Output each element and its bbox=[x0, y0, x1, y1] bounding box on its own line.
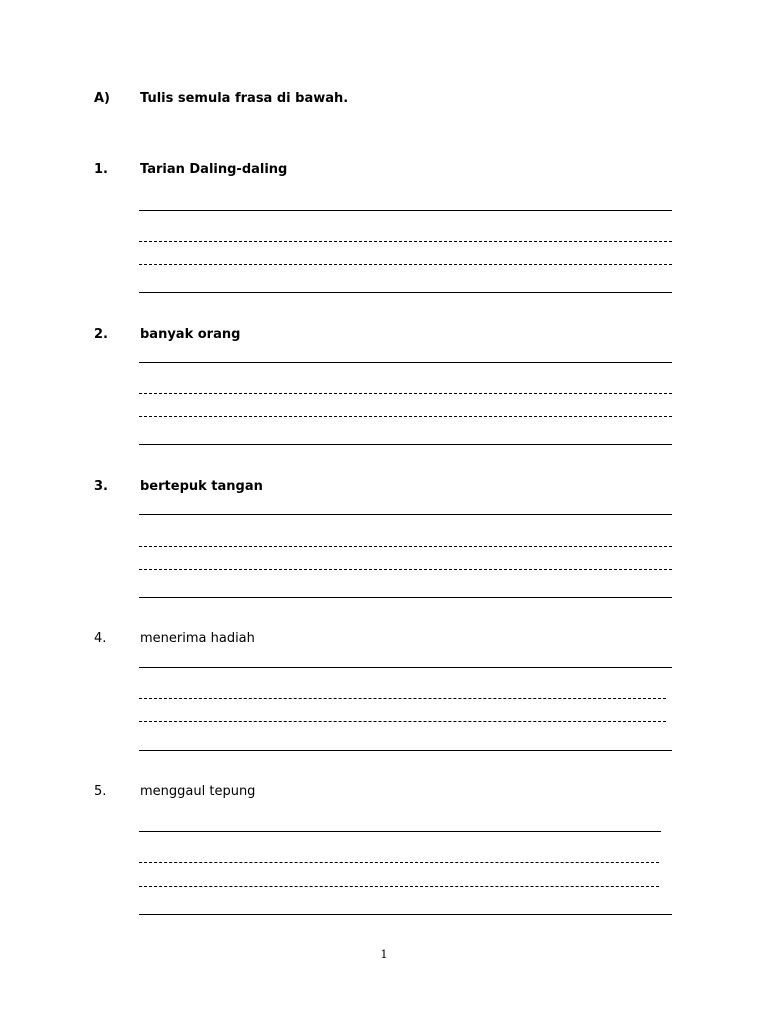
writing-line-dashed[interactable] bbox=[139, 862, 659, 863]
item-phrase: banyak orang bbox=[140, 327, 241, 342]
writing-line-top[interactable] bbox=[139, 210, 672, 211]
writing-line-dashed[interactable] bbox=[139, 886, 659, 887]
writing-line-dashed[interactable] bbox=[139, 416, 672, 417]
section-label: A) bbox=[94, 91, 111, 106]
item-number: 2. bbox=[94, 327, 108, 342]
writing-line-dashed[interactable] bbox=[139, 393, 672, 394]
writing-line-dashed[interactable] bbox=[139, 569, 672, 570]
section-instruction: Tulis semula frasa di bawah. bbox=[140, 91, 349, 106]
writing-line-dashed[interactable] bbox=[139, 264, 672, 265]
writing-line-bottom[interactable] bbox=[139, 444, 672, 445]
item-number: 1. bbox=[94, 162, 108, 177]
writing-line-top[interactable] bbox=[139, 362, 672, 363]
writing-line-top[interactable] bbox=[139, 514, 672, 515]
writing-line-dashed[interactable] bbox=[139, 546, 672, 547]
writing-line-bottom[interactable] bbox=[139, 750, 672, 751]
writing-line-dashed[interactable] bbox=[139, 721, 666, 722]
writing-line-top[interactable] bbox=[139, 667, 672, 668]
writing-line-top[interactable] bbox=[139, 831, 661, 832]
writing-line-bottom[interactable] bbox=[139, 597, 672, 598]
item-number: 5. bbox=[94, 784, 107, 799]
item-phrase: menggaul tepung bbox=[140, 784, 256, 799]
item-phrase: bertepuk tangan bbox=[140, 479, 263, 494]
writing-line-bottom[interactable] bbox=[139, 292, 672, 293]
writing-line-dashed[interactable] bbox=[139, 698, 666, 699]
writing-line-bottom[interactable] bbox=[139, 914, 672, 915]
item-number: 3. bbox=[94, 479, 108, 494]
item-phrase: Tarian Daling-daling bbox=[140, 162, 288, 177]
page-number: 1 bbox=[380, 948, 388, 961]
writing-line-dashed[interactable] bbox=[139, 241, 672, 242]
item-phrase: menerima hadiah bbox=[140, 631, 255, 646]
item-number: 4. bbox=[94, 631, 107, 646]
